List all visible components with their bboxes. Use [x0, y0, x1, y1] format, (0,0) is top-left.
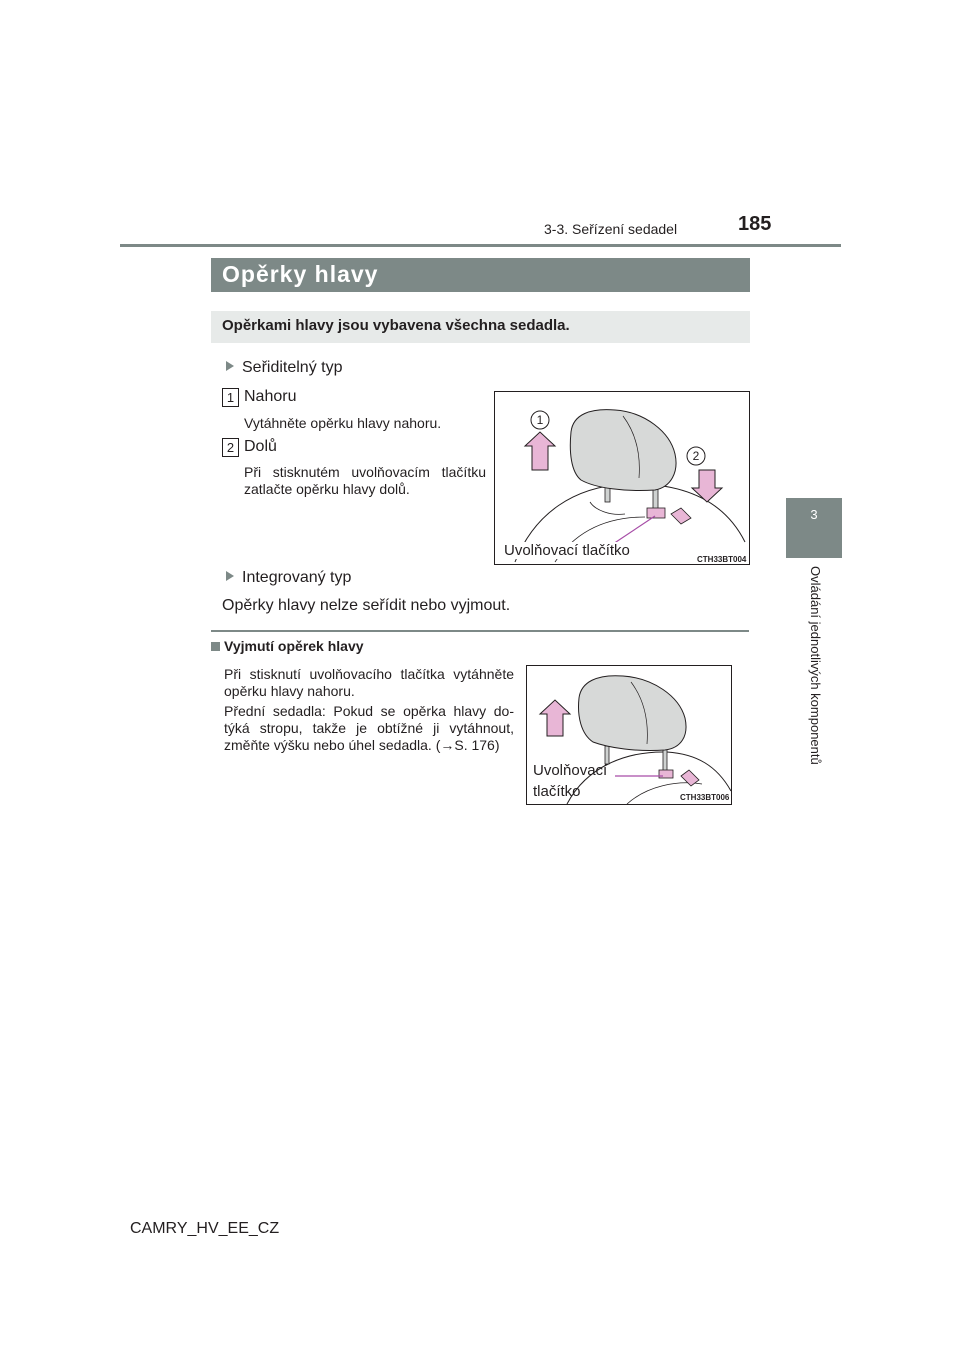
figure1-caption: Uvolňovací tlačítko: [504, 542, 630, 559]
step-text-up: Vytáhněte opěrku hlavy nahoru.: [244, 415, 442, 431]
page-number: 185: [738, 213, 772, 235]
section-rule: [211, 630, 749, 632]
triangle-bullet-icon: [226, 571, 234, 581]
section-label: 3-3. Seřízení sedadel: [544, 221, 678, 237]
figure-headrest-adjust: [494, 391, 750, 565]
step-text-down: Při stisknutém uvolňovacím tlačítku zatlačte opěrku hlavy dolů.: [244, 464, 486, 497]
header-rule: [120, 244, 841, 247]
triangle-bullet-icon: [226, 361, 234, 371]
figure-marker-1: 1: [536, 413, 544, 427]
figure-marker-2: 2: [692, 449, 700, 463]
page-title: Opěrky hlavy: [222, 261, 379, 287]
chapter-number: 3: [810, 507, 818, 522]
figure2-caption-line-1: Uvolňovací: [533, 762, 608, 779]
chapter-rail: [786, 558, 842, 828]
figure2-code: CTH33BT006: [680, 793, 730, 802]
figure1-code: CTH33BT004: [697, 555, 747, 564]
step-label-down: Dolů: [244, 438, 277, 455]
removal-para-1: Při stisknutí uvolňovacího tlačítka vytáhněte opěrku hlavy nahoru.: [224, 666, 514, 699]
headrest-adjust-illustration: [495, 392, 750, 565]
removal-heading: Vyjmutí opěrek hlavy: [224, 638, 364, 654]
intro-text: Opěrkami hlavy jsou vybavena všechna sedadla.: [222, 317, 570, 334]
integrated-heading: Integrovaný typ: [226, 569, 351, 587]
step-label-up: Nahoru: [244, 388, 297, 405]
footer-code: CAMRY_HV_EE_CZ: [130, 1220, 280, 1237]
step-number-2: 2: [222, 438, 239, 457]
step-number-1: 1: [222, 388, 239, 407]
adjustable-heading: Seřiditelný typ: [226, 359, 343, 377]
figure2-caption-line-2: tlačítko: [533, 783, 581, 800]
integrated-text: Opěrky hlavy nelze seřídit nebo vyjmout.: [222, 597, 511, 614]
chapter-title: Ovládání jednotlivých komponentů: [808, 566, 823, 765]
square-bullet-icon: [211, 642, 220, 651]
removal-para-2: Přední sedadla: Pokud se opěrka hlavy do-týká stropu, takže je obtížné ji vytáhnout, změňte výšku nebo úhel sedadla. (→S. 176): [224, 703, 514, 753]
